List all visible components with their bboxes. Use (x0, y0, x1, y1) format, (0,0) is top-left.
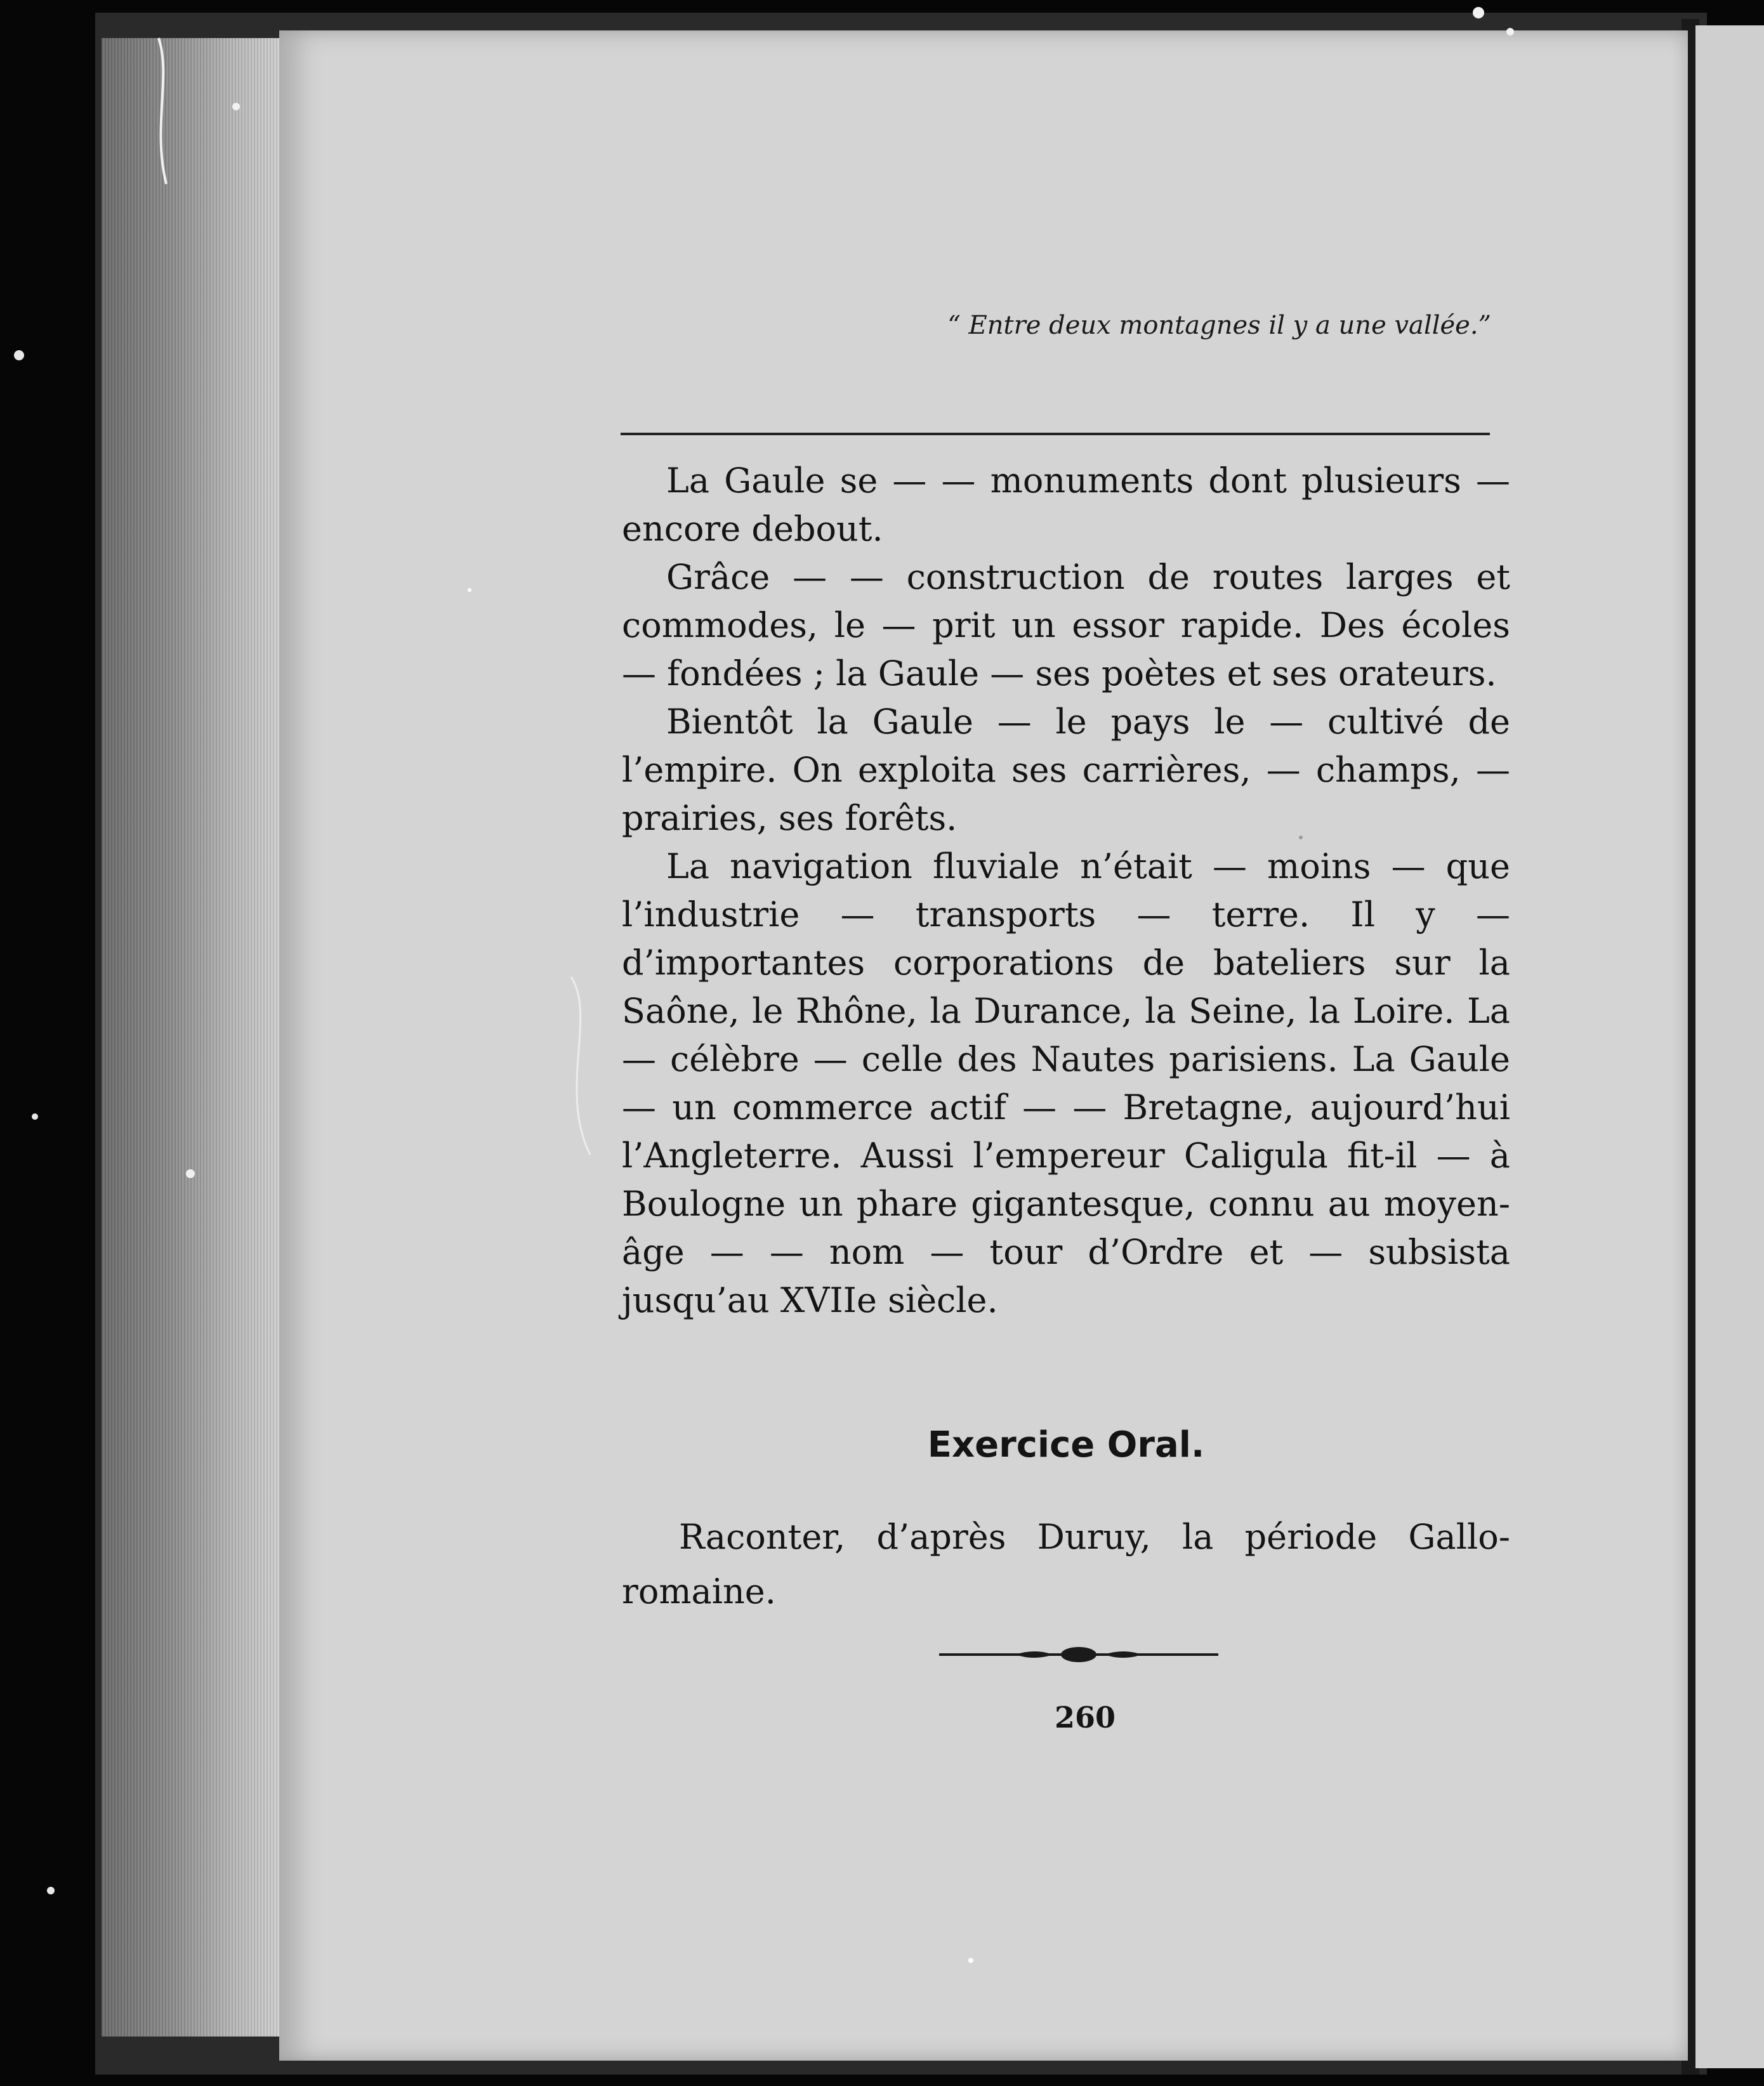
body-text (622, 457, 1510, 1325)
epigraph: “ Entre deux montagnes il y a une vallée.” (947, 311, 1491, 340)
paragraph-1: La Gaule se — — monuments dont plusieurs — encore debout. (622, 461, 1510, 549)
paragraph-2: Grâce — — construction de routes larges et commodes, le — prit un essor rapide. Des écoles — fondées ; la Gaule — ses poètes et ses orateurs. (622, 557, 1510, 693)
header-rule (621, 433, 1490, 435)
section-heading: Exercice Oral. (927, 1424, 1205, 1466)
exercise-paragraph: Raconter, d’après Duruy, la période Gallo-romaine. (622, 1517, 1510, 1611)
next-page-edge (1695, 25, 1764, 2068)
page-edges (102, 38, 292, 2037)
paragraph-3: Bientôt la Gaule — le pays le — cultivé de l’empire. On exploita ses carrières, — champs, — prairies, ses forêts. (622, 702, 1510, 838)
page-number: 260 (1054, 1700, 1116, 1735)
paragraph-4: La navigation fluviale n’était — moins — que l’industrie — transports — terre. Il y — d’importantes corporations de bateliers sur la Saône, le Rhône, la Durance, la Seine, la Loire. La — célèbre — celle des Nautes parisiens. La Gaule — un commerce actif — — Bretagne, aujourd’hui l’Angleterre. Aussi l’empereur Caligula fit-il — à Boulogne un phare gigantesque, connu au moyen-âge — — nom — tour d’Ordre et — subsista jusqu’au XVIIe siècle. (622, 846, 1510, 1320)
ornament-divider-icon (939, 1636, 1218, 1674)
exercise-text (622, 1510, 1510, 1619)
